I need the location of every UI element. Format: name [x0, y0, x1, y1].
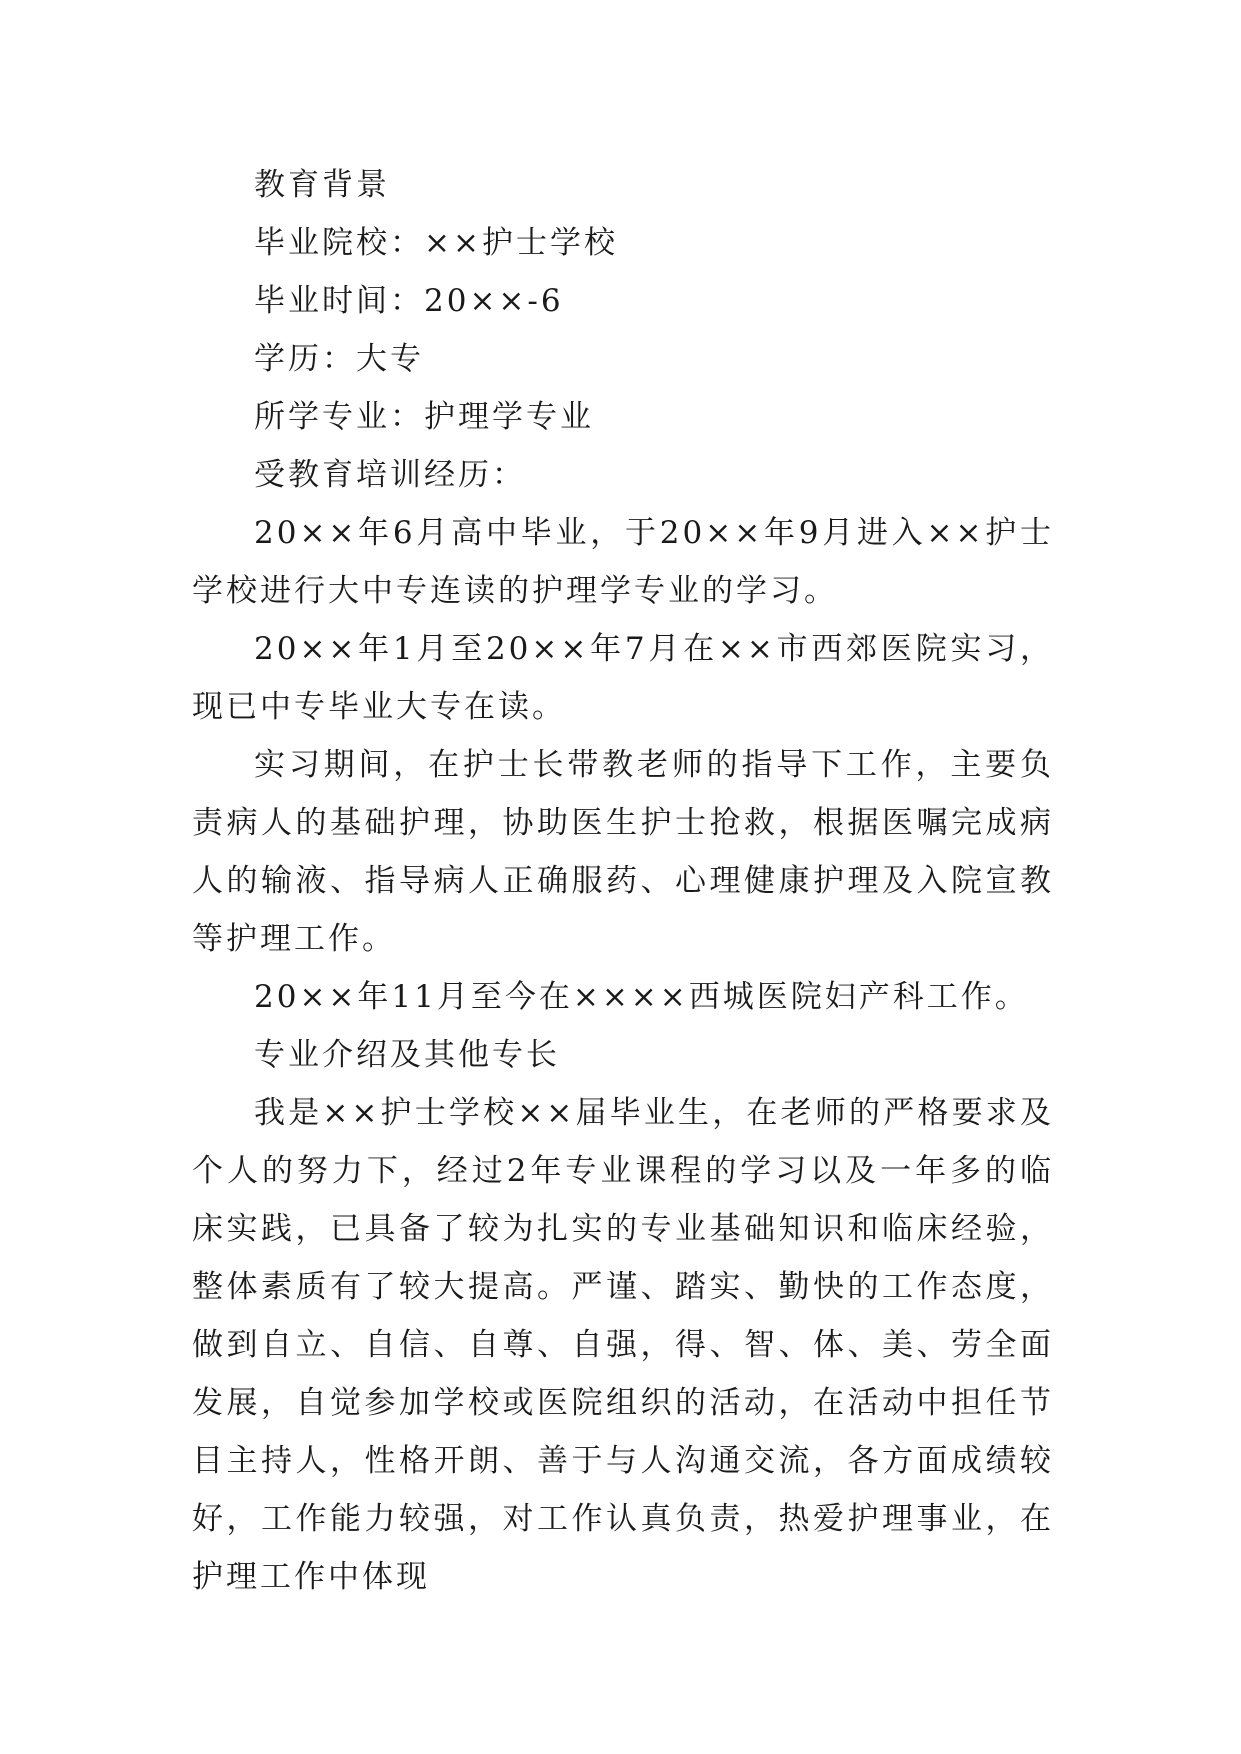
paragraph-internship-period: 20××年1月至20××年7月在××市西郊医院实习，现已中专毕业大专在读。 — [192, 631, 1054, 725]
paragraph-education-history: 20××年6月高中毕业，于20××年9月进入××护士学校进行大中专连读的护理学专业的学习。 — [192, 515, 1054, 609]
major-line: 所学专业：护理学专业 — [254, 399, 594, 435]
paragraph-current-job: 20××年11月至今在××××西城医院妇产科工作。 — [254, 979, 1029, 1015]
degree-line: 学历：大专 — [254, 341, 424, 377]
document-body — [192, 156, 1054, 1606]
paragraph-internship-duties: 实习期间，在护士长带教老师的指导下工作，主要负责病人的基础护理，协助医生护士抢救，根据医嘱完成病人的输液、指导病人正确服药、心理健康护理及入院宣教等护理工作。 — [192, 747, 1054, 957]
section-heading-education: 教育背景 — [254, 167, 390, 203]
graduation-time-line: 毕业时间：20××-6 — [254, 283, 564, 319]
graduated-school-line: 毕业院校：××护士学校 — [254, 225, 618, 261]
paragraph-self-introduction: 我是××护士学校××届毕业生，在老师的严格要求及个人的努力下，经过2年专业课程的学习以及一年多的临床实践，已具备了较为扎实的专业基础知识和临床经验，整体素质有了较大提高。严谨、踏实、勤快的工作态度，做到自立、自信、自尊、自强，得、智、体、美、劳全面发展，自觉参加学校或医院组织的活动，在活动中担任节目主持人，性格开朗、善于与人沟通交流，各方面成绩较好，工作能力较强，对工作认真负责，热爱护理事业，在护理工作中体现 — [192, 1095, 1054, 1595]
training-history-heading: 受教育培训经历： — [254, 457, 526, 493]
section-heading-specialty: 专业介绍及其他专长 — [254, 1037, 560, 1073]
